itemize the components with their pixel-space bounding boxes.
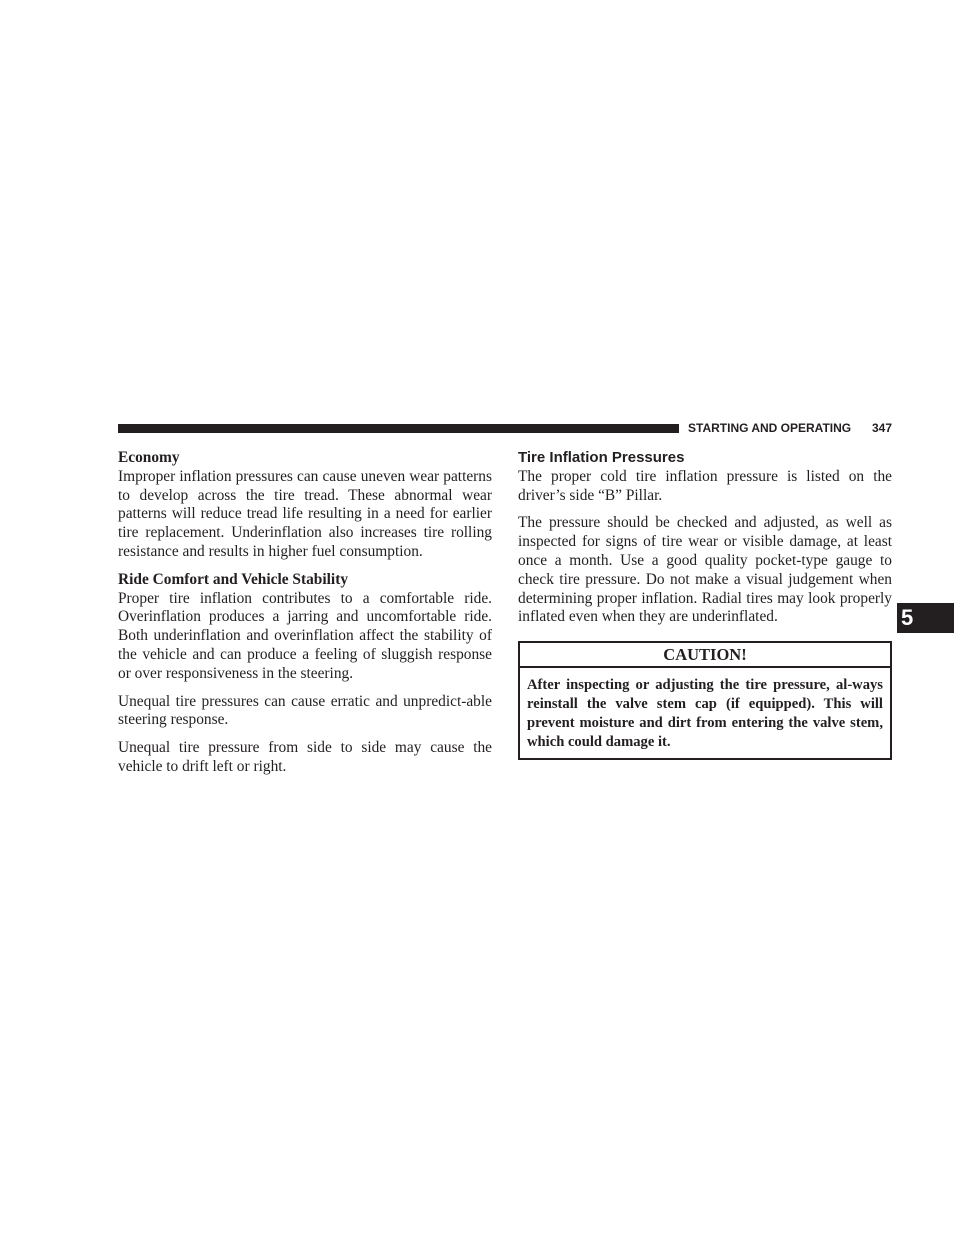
caution-title: CAUTION!	[520, 643, 890, 668]
page-number: 347	[871, 421, 892, 435]
tire-pressures-paragraph-1: The proper cold tire inflation pressure is listed on the driver’s side “B” Pillar.	[518, 467, 892, 504]
ride-paragraph-3: Unequal tire pressure from side to side may cause the vehicle to drift left or right.	[118, 739, 492, 775]
ride-paragraph-2: Unequal tire pressures can cause erratic and unpredict-able steering response.	[118, 692, 492, 729]
tire-pressures-heading: Tire Inflation Pressures	[518, 449, 685, 466]
tire-pressures-paragraph-2: The pressure should be checked and adjusted, as well as inspected for signs of tire wear or visible damage, at least once a month. Use a good quality pocket-type gauge to check tire pressure. Do not make a visual judgement when determining proper inflation. Radial tires may look properly inflated even when they are underinflated.	[518, 514, 892, 626]
economy-paragraph: Improper inflation pressures can cause uneven wear patterns to develop across the tire tread. These abnormal wear patterns will reduce tread life resulting in a need for earlier tire replacement. Underinflation also increases tire rolling resistance and results in higher fuel consumption.	[118, 467, 492, 560]
ride-heading: Ride Comfort and Vehicle Stability	[118, 570, 349, 588]
running-header	[688, 420, 892, 436]
left-column	[118, 449, 492, 777]
economy-heading: Economy	[118, 449, 180, 466]
right-column	[518, 449, 892, 760]
caution-box	[518, 641, 892, 760]
ride-paragraph-1: Proper tire inflation contributes to a comfortable ride. Overinflation produces a jarring and uncomfortable ride. Both underinflation and overinflation affect the stability of the vehicle and can produce a feeling of sluggish response or over responsiveness in the steering.	[118, 589, 492, 682]
header-rule	[118, 424, 679, 433]
section-title: STARTING AND OPERATING	[688, 421, 852, 435]
caution-text: After inspecting or adjusting the tire pressure, al-ways reinstall the valve stem cap (if equipped). This will prevent moisture and dirt from entering the valve stem, which could damage it.	[527, 677, 883, 750]
chapter-tab: 5	[897, 603, 954, 633]
